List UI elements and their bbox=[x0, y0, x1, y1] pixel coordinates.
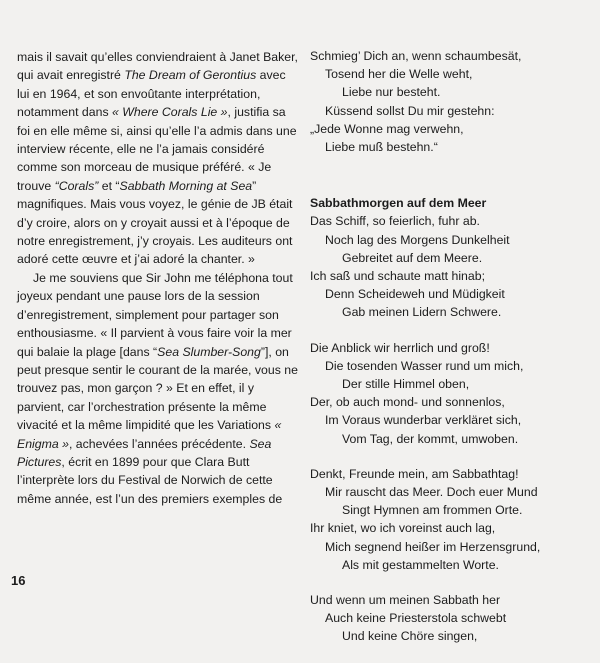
text-run: , justifia sa foi en elle même si, ainsi qu’elle l’a admis dans une interview récente, elle ne l’a jamais considéré comme son morceau de musique préféré. « Je trouve bbox=[17, 105, 297, 193]
italic-title: Sea Pictures bbox=[17, 436, 272, 469]
poem-line: Die tosenden Wasser rund um mich, bbox=[325, 358, 524, 373]
poem-line: Schmieg’ Dich an, wenn schaumbesät, bbox=[310, 49, 522, 63]
poem-line: Die Anblick wir herrlich und groß! bbox=[310, 340, 490, 355]
poem-line: „Jede Wonne mag verwehn, bbox=[310, 121, 464, 136]
italic-title: « Where Corals Lie » bbox=[112, 105, 228, 120]
poem-line: Küssend sollst Du mir gestehn: bbox=[325, 103, 495, 118]
text-run: ” magnifiques. Mais vous voyez, le génie de JB était d’y croire, alors on y croyait aussi et à l’époque de notre enregistrement, j’y croyais. Les auditeurs ont adoré cette œuvre et j’ai adoré la chanter. » bbox=[17, 178, 293, 267]
stanza-2 bbox=[310, 194, 590, 321]
poem-line: Denkt, Freunde mein, am Sabbathtag! bbox=[310, 466, 519, 481]
text-run: ”], on peut presque sentir le courant de la marée, vous ne trouvez pas, mon garçon ? » Et en effet, il y parvient, car l’orchestration présente la même vivacité et la même limpidité que les Variations bbox=[17, 344, 298, 433]
poem-title: Sabbathmorgen auf dem Meer bbox=[310, 196, 487, 211]
paragraph-2 bbox=[17, 269, 299, 508]
poem-line: Gab meinen Lidern Schwere. bbox=[342, 305, 502, 320]
paragraph-1 bbox=[17, 48, 299, 269]
italic-title: “Corals” bbox=[54, 178, 99, 193]
stanza-5 bbox=[310, 591, 590, 646]
italic-title: Sea Slumber-Song bbox=[157, 344, 261, 359]
poem-line: Ihr kniet, wo ich voreinst auch lag, bbox=[310, 521, 496, 536]
poem-line: Vom Tag, der kommt, umwoben. bbox=[342, 431, 519, 446]
stanza-1 bbox=[310, 47, 590, 156]
poem-line: Gebreitet auf dem Meere. bbox=[342, 250, 483, 265]
french-text-column bbox=[17, 48, 299, 508]
poem-line: Das Schiff, so feierlich, fuhr ab. bbox=[310, 214, 480, 229]
text-run: , écrit en 1899 pour que Clara Butt l’interprète lors du Festival de Norwich de cette même année, est l’un des premiers exemples de bbox=[17, 454, 283, 506]
poem-line: Der stille Himmel oben, bbox=[342, 377, 470, 392]
page-number: 16 bbox=[11, 573, 26, 588]
german-poem-column bbox=[310, 47, 590, 663]
poem-line: Liebe muß bestehn.“ bbox=[325, 140, 438, 155]
stanza-3 bbox=[310, 339, 590, 448]
poem-line: Singt Hymnen am frommen Orte. bbox=[342, 503, 523, 518]
italic-title: The Dream of Gerontius bbox=[124, 68, 257, 83]
poem-line: Liebe nur besteht. bbox=[342, 85, 441, 100]
poem-line: Und wenn um meinen Sabbath her bbox=[310, 593, 501, 608]
text-run: , achevées l’années précédente. bbox=[68, 436, 250, 451]
poem-line: Noch lag des Morgens Dunkelheit bbox=[325, 232, 510, 247]
text-run: Je me souviens que Sir John me téléphona tout joyeux pendant une pause lors de la session d’enregistrement, simplement pour partager son enthousiasme. « Il parvient à vous faire voir la mer qui balaie la plage [dans “ bbox=[17, 270, 293, 359]
poem-line: Ich saß und schaute matt hinab; bbox=[310, 269, 485, 284]
poem-line: Im Voraus wunderbar verkläret sich, bbox=[325, 413, 522, 428]
italic-title: « Enigma » bbox=[17, 418, 282, 451]
poem-line: Der, ob auch mond- und sonnenlos, bbox=[310, 395, 505, 410]
poem-line: Auch keine Priesterstola schwebt bbox=[325, 611, 507, 626]
poem-line: Mich segnend heißer im Herzensgrund, bbox=[325, 539, 541, 554]
text-run: mais il savait qu’elles conviendraient à Janet Baker, qui avait enregistré bbox=[17, 50, 298, 83]
stanza-4 bbox=[310, 465, 590, 574]
poem-line: Als mit gestammelten Worte. bbox=[342, 557, 499, 572]
poem-line: Und keine Chöre singen, bbox=[342, 629, 478, 644]
poem-line: Denn Scheideweh und Müdigkeit bbox=[325, 287, 505, 302]
text-run: avec lui en 1964, et son envoûtante interprétation, notamment dans bbox=[17, 68, 286, 120]
poem-line: Mir rauscht das Meer. Doch euer Mund bbox=[325, 485, 538, 500]
poem-line: Tosend her die Welle weht, bbox=[325, 67, 473, 82]
text-run: et “ bbox=[98, 178, 120, 193]
italic-title: Sabbath Morning at Sea bbox=[119, 178, 253, 193]
